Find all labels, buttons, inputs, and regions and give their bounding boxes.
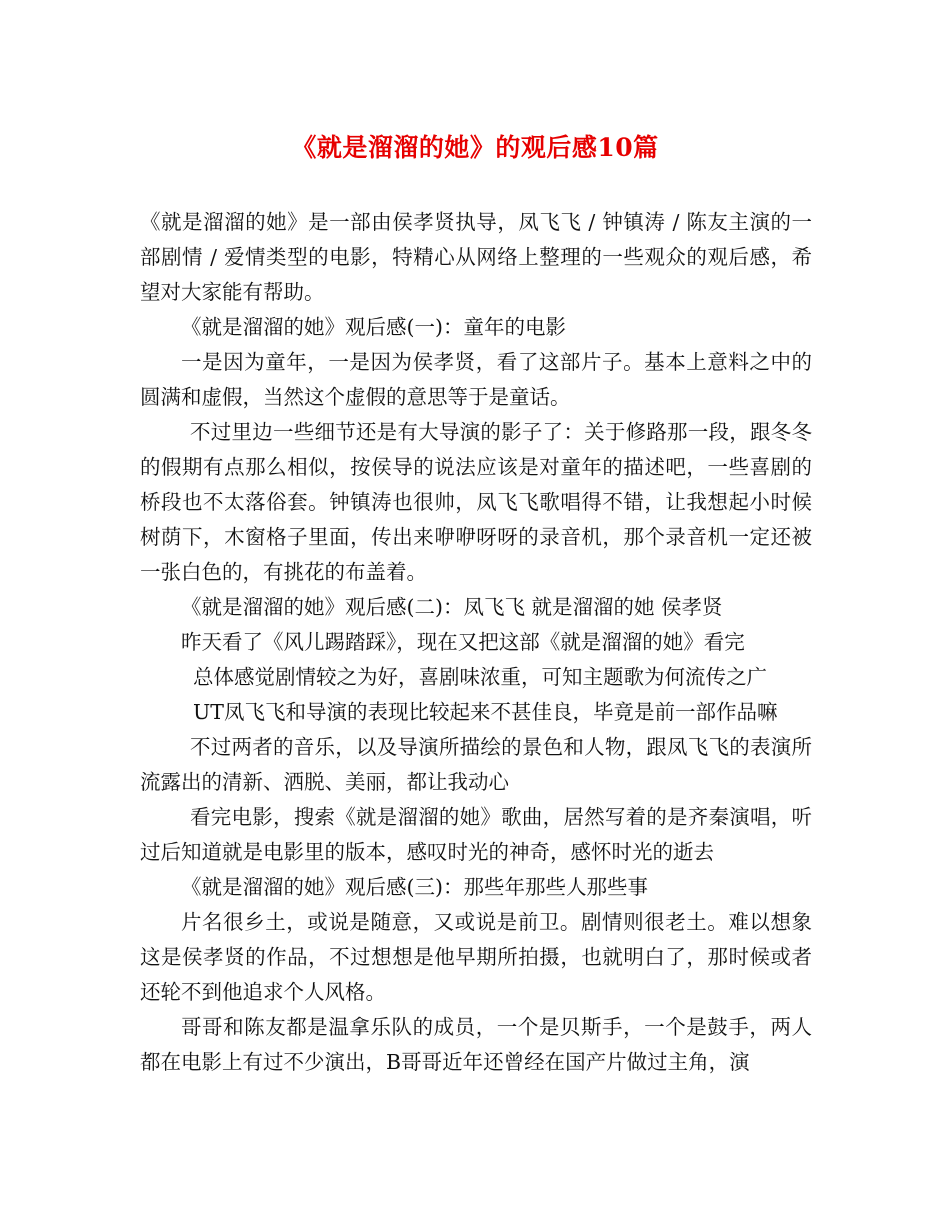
review-3-paragraph-1: 片名很乡土，或说是随意，又或说是前卫。剧情则很老土。难以想象这是侯孝贤的作品，不过想想是他早期所拍摄，也就明白了，那时候或者还轮不到他追求个人风格。 bbox=[140, 910, 812, 1004]
review-1-paragraph-1: 一是因为童年，一是因为侯孝贤，看了这部片子。基本上意料之中的圆满和虚假，当然这个虚假的意思等于是童话。 bbox=[140, 350, 812, 409]
review-2-paragraph-4: 不过两者的音乐，以及导演所描绘的景色和人物，跟凤飞飞的表演所流露出的清新、洒脱、美丽，都让我动心 bbox=[140, 735, 812, 794]
review-3-paragraph-2: 哥哥和陈友都是温拿乐队的成员，一个是贝斯手，一个是鼓手，两人都在电影上有过不少演出，B哥哥近年还曾经在国产片做过主角，演 bbox=[140, 1015, 812, 1074]
intro-paragraph: 《就是溜溜的她》是一部由侯孝贤执导，凤飞飞 / 钟镇涛 / 陈友主演的一部剧情 / 爱情类型的电影，特精心从网络上整理的一些观众的观后感，希望对大家能有帮助。 bbox=[140, 210, 812, 304]
review-2-line-3: UT凤飞飞和导演的表现比较起来不甚佳良，毕竟是前一部作品嘛 bbox=[193, 700, 778, 724]
review-2-paragraph-5: 看完电影，搜索《就是溜溜的她》歌曲，居然写着的是齐秦演唱，听过后知道就是电影里的版本，感叹时光的神奇，感怀时光的逝去 bbox=[140, 805, 812, 864]
review-2-line-2: 总体感觉剧情较之为好，喜剧味浓重，可知主题歌为何流传之广 bbox=[193, 665, 767, 689]
review-heading-2: 《就是溜溜的她》观后感(二)：凤飞飞 就是溜溜的她 侯孝贤 bbox=[181, 595, 723, 619]
review-heading-1: 《就是溜溜的她》观后感(一)：童年的电影 bbox=[181, 315, 566, 339]
document-body bbox=[140, 205, 812, 1080]
review-1-paragraph-2: 不过里边一些细节还是有大导演的影子了：关于修路那一段，跟冬冬的假期有点那么相似，按侯导的说法应该是对童年的描述吧，一些喜剧的桥段也不太落俗套。钟镇涛也很帅，凤飞飞歌唱得不错，让我想起小时候树荫下，木窗格子里面，传出来咿咿呀呀的录音机，那个录音机一定还被一张白色的，有挑花的布盖着。 bbox=[140, 420, 812, 584]
review-2-line-1: 昨天看了《风儿踢踏踩》，现在又把这部《就是溜溜的她》看完 bbox=[181, 630, 745, 654]
review-heading-3: 《就是溜溜的她》观后感(三)：那些年那些人那些事 bbox=[181, 875, 648, 899]
document-title: 《就是溜溜的她》的观后感10篇 bbox=[291, 133, 659, 162]
